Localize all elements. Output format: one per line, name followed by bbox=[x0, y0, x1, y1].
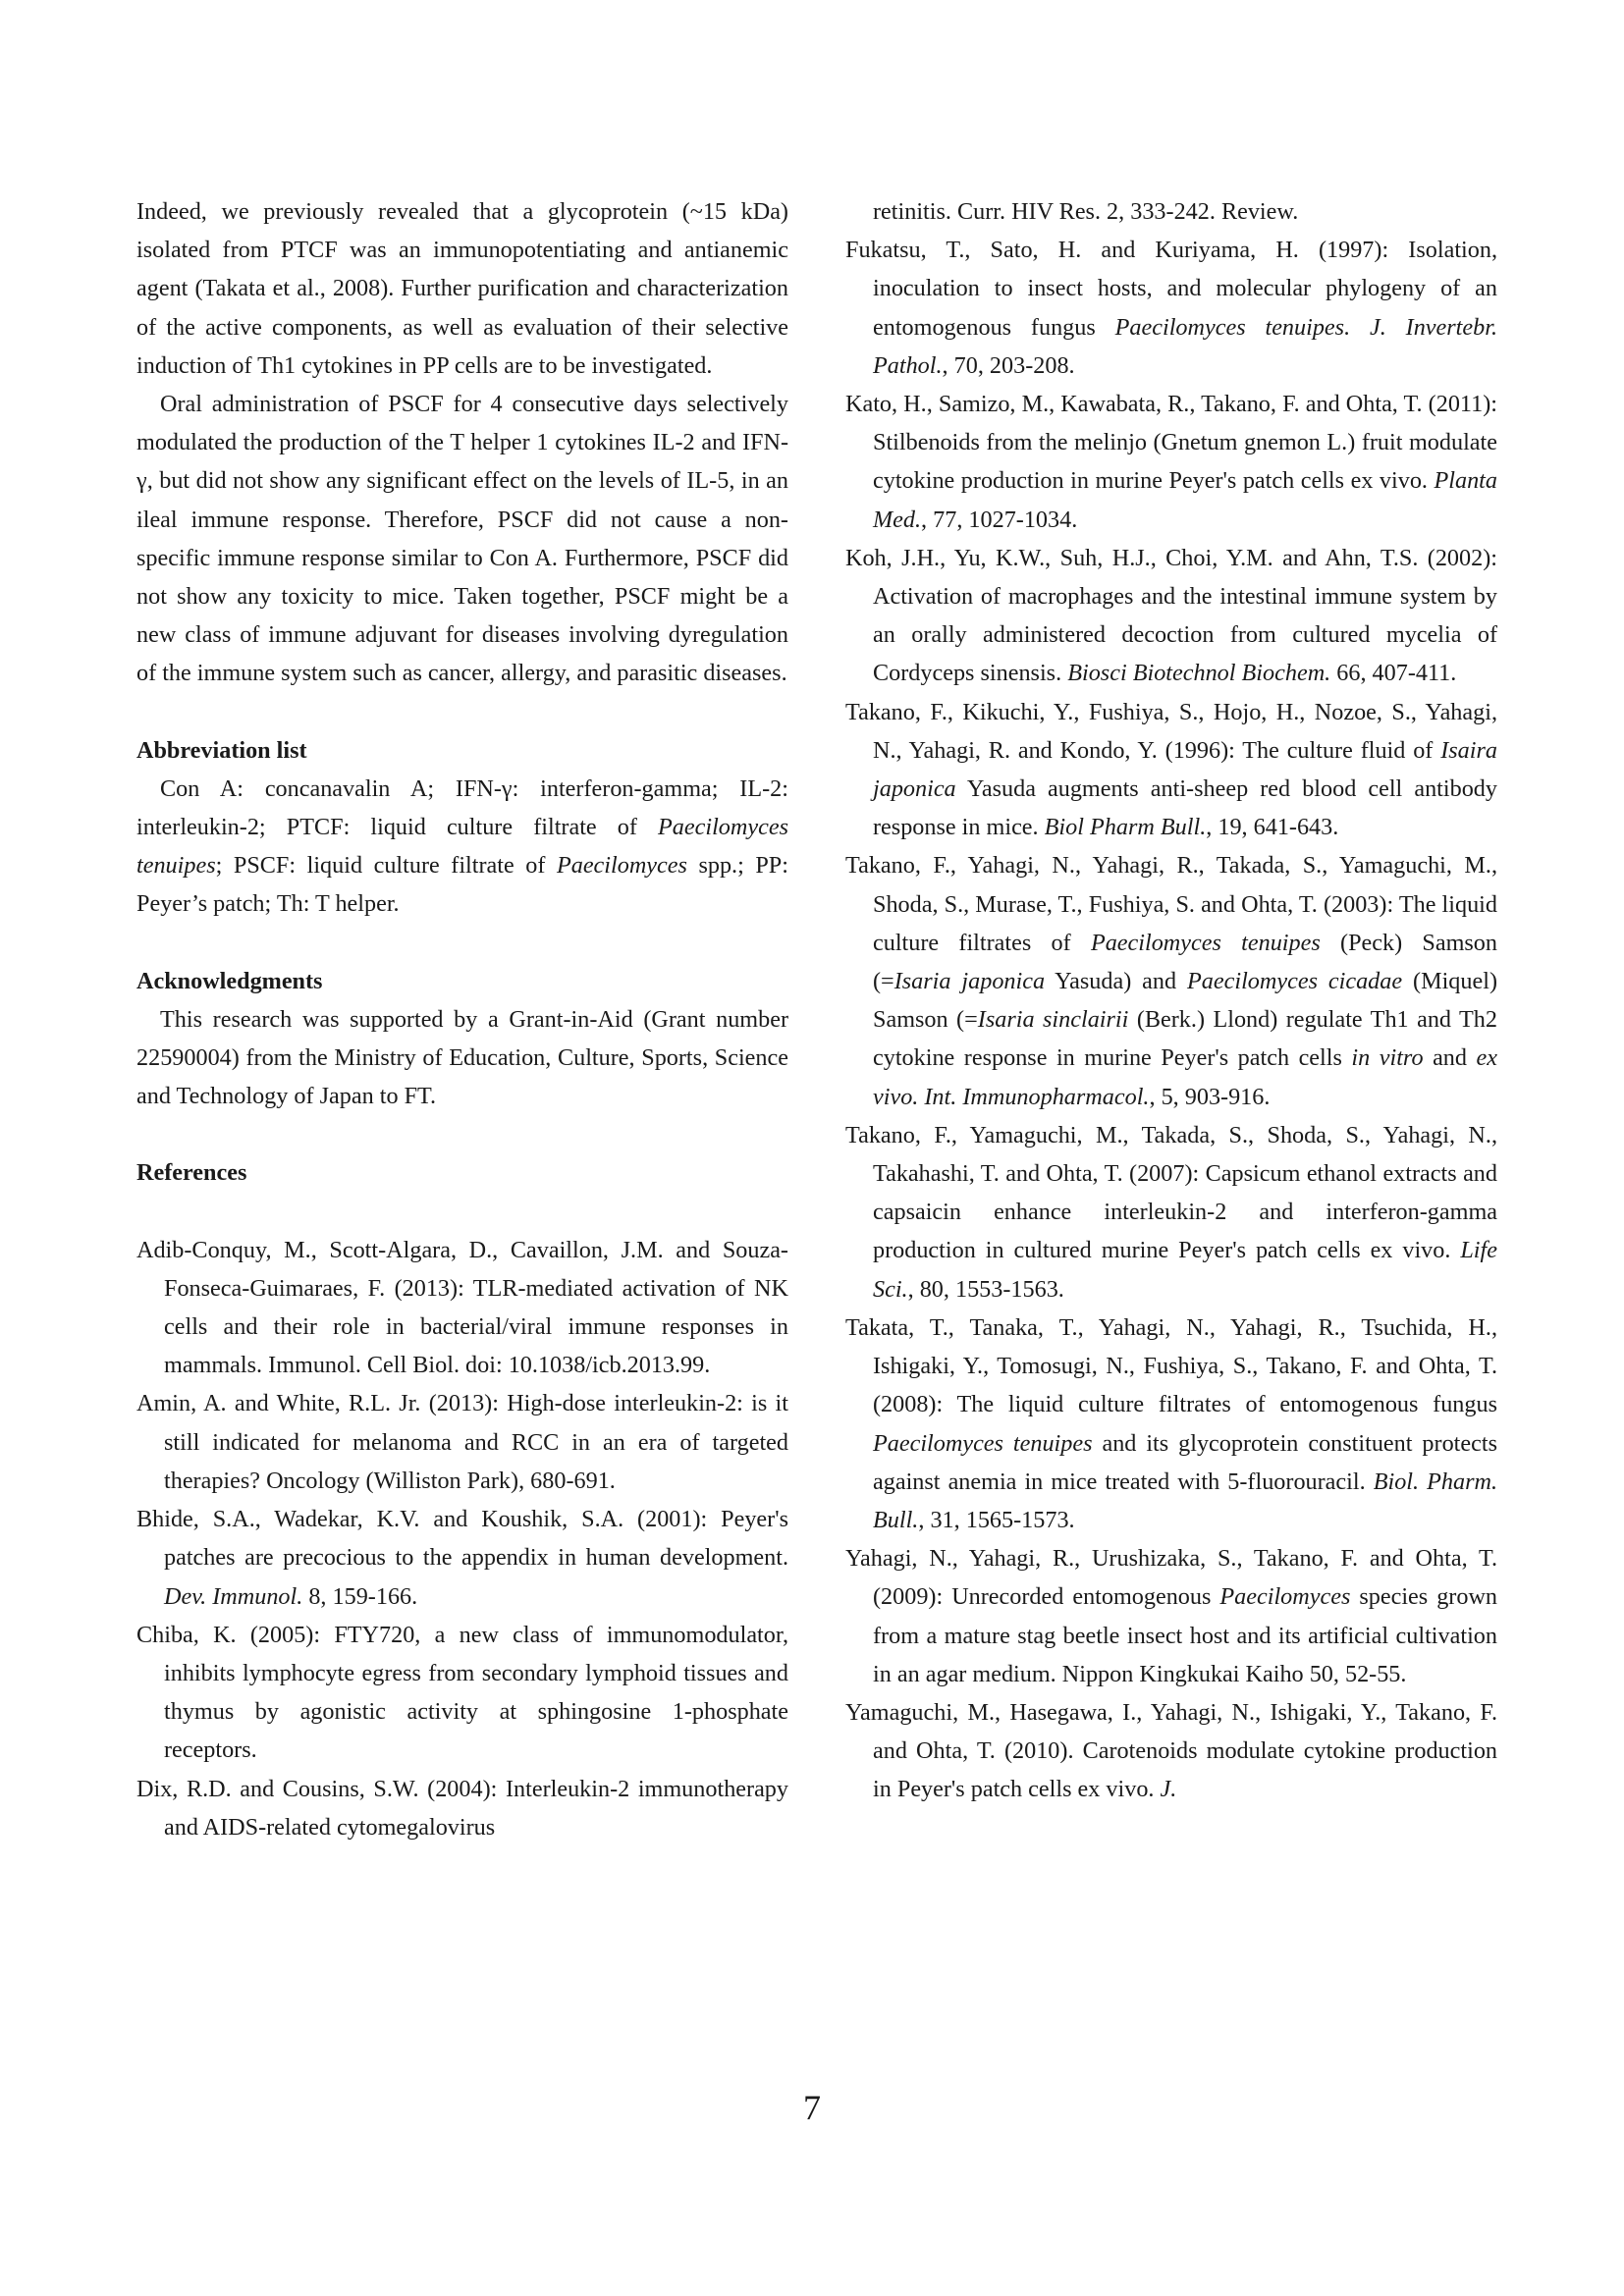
section-gap bbox=[136, 693, 788, 731]
reference-takano-1996: Takano, F., Kikuchi, Y., Fushiya, S., Hojo, H., Nozoe, S., Yahagi, N., Yahagi, R. and Kondo, Y. (1996): The culture fluid of Isaira japonica Yasuda augments anti-sheep red blood cell antibody response in mice. Biol Pharm Bull., 19, 641-643. bbox=[845, 698, 1497, 841]
section-gap bbox=[136, 924, 788, 962]
reference-bhide: Bhide, S.A., Wadekar, K.V. and Koushik, S.A. (2001): Peyer's patches are precocious to the appendix in human development. Dev. Immunol. 8, 159-166. bbox=[136, 1506, 788, 1610]
reference-takano-2003: Takano, F., Yahagi, N., Yahagi, R., Takada, S., Yamaguchi, M., Shoda, S., Murase, T., Fushiya, S. and Ohta, T. (2003): The liquid culture filtrates of Paecilomyces tenuipes (Peck) Samson (=Isaria japonica Yasuda) and Paecilomyces cicadae (Miquel) Samson (=Isaria sinclairii (Berk.) Llond) regulate Th1 and Th2 cytokine response in murine Peyer's patch cells in vitro and ex vivo. Int. Immunopharmacol., 5, 903-916. bbox=[845, 852, 1498, 1110]
reference-adib-conquy: Adib-Conquy, M., Scott-Algara, D., Cavaillon, J.M. and Souza-Fonseca-Guimaraes, F. (2013): TLR-mediated activation of NK cells and their role in bacterial/viral immune responses in mammals. Immunol. Cell Biol. doi: 10.1038/icb.2013.99. bbox=[136, 1236, 788, 1379]
right-column bbox=[845, 192, 1497, 1809]
reference-takata: Takata, T., Tanaka, T., Yahagi, N., Yahagi, R., Tsuchida, H., Ishigaki, Y., Tomosugi, N., Fushiya, S., Takano, F. and Ohta, T. (2008): The liquid culture filtrates of entomogenous fungus Paecilomyces tenuipes and its glycoprotein constituent protects against anemia in mice treated with 5-fluorouracil. Biol. Pharm. Bull., 31, 1565-1573. bbox=[845, 1313, 1498, 1533]
discussion-paragraph-2: Oral administration of PSCF for 4 consecutive days selectively modulated the production of the T helper 1 cytokines IL-2 and IFN-γ, but did not show any significant effect on the levels of IL-5, in an ileal immune response. Therefore, PSCF did not cause a non-specific immune response similar to Con A. Furthermore, PSCF did not show any toxicity to mice. Taken together, PSCF might be a new class of immune adjuvant for diseases involving dyregulation of the immune system such as cancer, allergy, and parasitic diseases. bbox=[136, 391, 788, 687]
reference-takano-2007: Takano, F., Yamaguchi, M., Takada, S., Shoda, S., Yahagi, N., Takahashi, T. and Ohta, T. (2007): Capsicum ethanol extracts and capsaicin enhance interleukin-2 and interferon-gamma production in cultured murine Peyer's patch cells ex vivo. Life Sci., 80, 1553-1563. bbox=[845, 1121, 1497, 1303]
acknowledgments-text: This research was supported by a Grant-in-Aid (Grant number 22590004) from the Ministry of Education, Culture, Sports, Science and Technology of Japan to FT. bbox=[136, 1005, 788, 1110]
reference-amin: Amin, A. and White, R.L. Jr. (2013): High-dose interleukin-2: is it still indicated for melanoma and RCC in an era of targeted therapies? Oncology (Williston Park), 680-691. bbox=[136, 1390, 788, 1494]
acknowledgments-heading: Acknowledgments bbox=[136, 967, 323, 994]
left-column bbox=[136, 192, 788, 1846]
reference-koh: Koh, J.H., Yu, K.W., Suh, H.J., Choi, Y.M. and Ahn, T.S. (2002): Activation of macrophages and the intestinal immune system by an orally administered decoction from cultured mycelia of Cordyceps sinensis. Biosci Biotechnol Biochem. 66, 407-411. bbox=[845, 544, 1497, 687]
reference-yamaguchi: Yamaguchi, M., Hasegawa, I., Yahagi, N., Ishigaki, Y., Takano, F. and Ohta, T. (2010). Carotenoids modulate cytokine production in Peyer's patch cells ex vivo. J. bbox=[845, 1698, 1497, 1803]
reference-chiba: Chiba, K. (2005): FTY720, a new class of immunomodulator, inhibits lymphocyte egress from secondary lymphoid tissues and thymus by agonistic activity at sphingosine 1-phosphate receptors. bbox=[136, 1621, 788, 1764]
section-gap bbox=[136, 1115, 788, 1153]
reference-dix: Dix, R.D. and Cousins, S.W. (2004): Interleukin-2 immunotherapy and AIDS-related cytomegalovirus bbox=[136, 1775, 788, 1841]
reference-fukatsu: Fukatsu, T., Sato, H. and Kuriyama, H. (1997): Isolation, inoculation to insect hosts, and molecular phylogeny of an entomogenous fungus Paecilomyces tenuipes. J. Invertebr. Pathol., 70, 203-208. bbox=[845, 237, 1497, 379]
abbreviation-list: Con A: concanavalin A; IFN-γ: interferon-gamma; IL-2: interleukin-2; PTCF: liquid culture filtrate of Paecilomyces tenuipes; PSCF: liquid culture filtrate of Paecilomyces spp.; PP: Peyer’s patch; Th: T helper. bbox=[136, 774, 788, 918]
reference-kato: Kato, H., Samizo, M., Kawabata, R., Takano, F. and Ohta, T. (2011): Stilbenoids from the melinjo (Gnetum gnemon L.) fruit modulate cytokine production in murine Peyer's patch cells ex vivo. Planta Med., 77, 1027-1034. bbox=[845, 391, 1497, 533]
reference-dix-continued: retinitis. Curr. HIV Res. 2, 333-242. Review. bbox=[873, 198, 1299, 225]
discussion-paragraph-1: Indeed, we previously revealed that a glycoprotein (~15 kDa) isolated from PTCF was an immunopotentiating and antianemic agent (Takata et al., 2008). Further purification and characterization of the active components, as well as evaluation of their selective induction of Th1 cytokines in PP cells are to be investigated. bbox=[136, 198, 788, 379]
reference-yahagi: Yahagi, N., Yahagi, R., Urushizaka, S., Takano, F. and Ohta, T. (2009): Unrecorded entomogenous Paecilomyces species grown from a mature stag beetle insect host and its artificial cultivation in an agar medium. Nippon Kingkukai Kaiho 50, 52-55. bbox=[845, 1545, 1497, 1687]
abbreviation-heading: Abbreviation list bbox=[136, 736, 307, 764]
page-number: 7 bbox=[803, 2088, 821, 2127]
references-heading: References bbox=[136, 1159, 247, 1187]
